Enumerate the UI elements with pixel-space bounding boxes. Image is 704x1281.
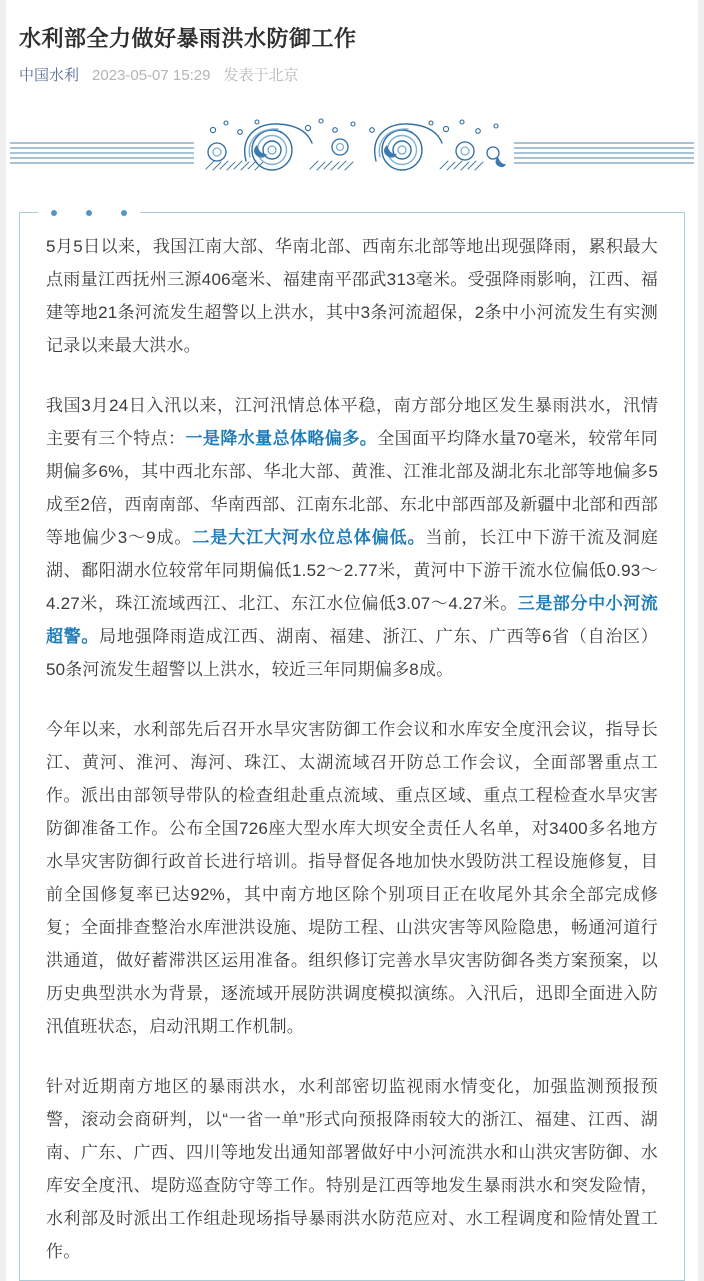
text-segment: 针对近期南方地区的暴雨洪水，水利部密切监视雨水情变化，加强监测预报预警，滚动会商研判，以“一省一单”形式向预报降雨较大的浙江、福建、江西、湖南、广东、广西、四川等地发出通知部署做好中小河流洪水和山洪灾害防御、水库安全度汛、堤防巡查防守等工作。特别是江西等地发生暴雨洪水和突发险情，水利部及时派出工作组赴现场指导暴雨洪水防范应对、水工程调度和险情处置工作。: [46, 1077, 658, 1261]
emphasis-segment: 一是降水量总体略偏多。: [185, 429, 378, 448]
publish-time: 2023-05-07 15:29: [92, 67, 211, 84]
paragraph: [46, 1070, 658, 1268]
paragraph: [46, 389, 658, 686]
article-box: [19, 212, 685, 1281]
text-segment: 当前，长江中下游干流及洞庭湖、鄱阳湖水位较常年同期偏低1.52～2.77米，黄河中下游干流水位偏低0.93～4.27米，珠江流域西江、北江、东江水位偏低3.07～4.27米。: [46, 528, 658, 613]
decor-dot: [121, 210, 127, 216]
page-title: 水利部全力做好暴雨洪水防御工作: [19, 26, 357, 51]
text-segment: 全国面平均降水量70毫米，较常年同期偏多6%，其中西北东部、华北大部、黄淮、江淮北部及湖北东北部等地偏多5成至2倍，西南南部、华南西部、江南东北部、东北中部西部及新疆中北部和西部等地偏少3～9成。: [46, 429, 658, 547]
article-card: [6, 0, 698, 1281]
article-header: [6, 0, 698, 86]
decor-dot: [51, 210, 57, 216]
text-segment: 5月5日以来，我国江南大部、华南北部、西南东北部等地出现强降雨，累积最大点雨量江西抚州三源406毫米、福建南平邵武313毫米。受强降雨影响，江西、福建等地21条河流发生超警以上洪水，其中3条河流超保，2条中小河流发生有实测记录以来最大洪水。: [46, 237, 658, 355]
text-segment: 局地强降雨造成江西、湖南、福建、浙江、广东、广西等6省（自治区）50条河流发生超警以上洪水，较近三年同期偏多8成。: [46, 627, 658, 679]
emphasis-segment: 二是大江大河水位总体偏低。: [192, 528, 426, 547]
paragraph: [46, 713, 658, 1043]
publish-location: 发表于北京: [223, 67, 299, 84]
byline: [19, 65, 685, 86]
decor-dot: [86, 210, 92, 216]
paragraph: [46, 230, 658, 362]
wave-pattern-icon: [10, 117, 694, 179]
text-segment: 今年以来，水利部先后召开水旱灾害防御工作会议和水库安全度汛会议，指导长江、黄河、淮河、海河、珠江、太湖流域召开防总工作会议，全面部署重点工作。派出由部领导带队的检查组赴重点流域、重点区域、重点工程检查水旱灾害防御准备工作。公布全国726座大型水库大坝安全责任人名单，对3400多名地方水旱灾害防御行政首长进行培训。指导督促各地加快水毁防洪工程设施修复，目前全国修复率已达92%，其中南方地区除个别项目正在收尾外其余全部完成修复；全面排查整治水库泄洪设施、堤防工程、山洪灾害等风险隐患，畅通河道行洪通道，做好蓄滞洪区运用准备。组织修订完善水旱灾害防御各类方案预案，以历史典型洪水为背景，逐流域开展防洪调度模拟演练。入汛后，迅即全面进入防汛值班状态，启动汛期工作机制。: [46, 720, 658, 1036]
source-link[interactable]: 中国水利: [19, 67, 80, 84]
emphasis-segment: 三是部分中小河流超警。: [46, 594, 658, 646]
article-body: [46, 230, 658, 1268]
decor-dots: [38, 209, 140, 217]
text-segment: 我国3月24日入汛以来，江河汛情总体平稳，南方部分地区发生暴雨洪水，汛情主要有三个特点：: [46, 396, 658, 448]
